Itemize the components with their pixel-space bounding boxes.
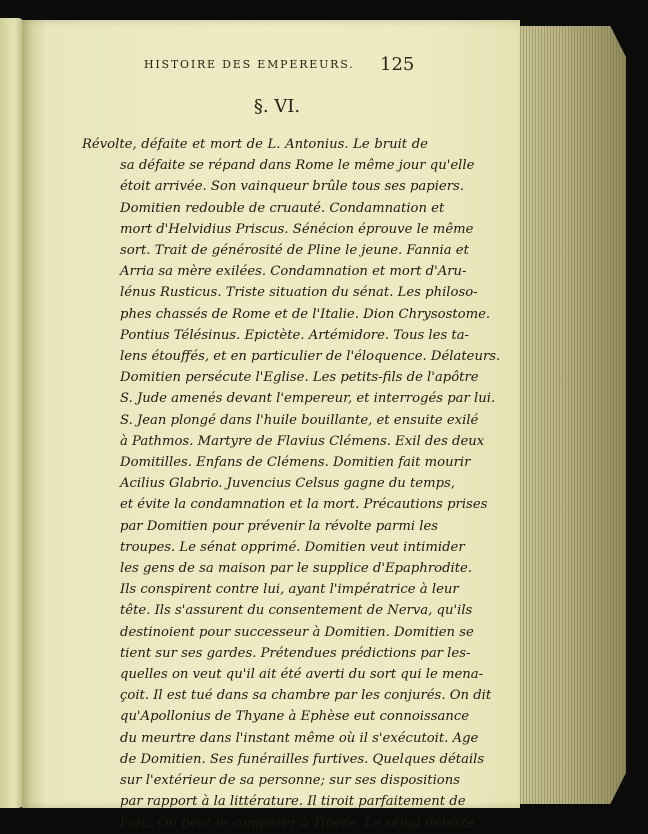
text-line: lénus Rusticus. Triste situation du sénat. Les philoso- bbox=[120, 285, 478, 301]
text-line: Acilius Glabrio. Juvencius Celsus gagne du temps, bbox=[120, 476, 455, 492]
text-line: çoit. Il est tué dans sa chambre par les conjurés. On dit bbox=[120, 688, 492, 704]
text-line: qu'Apollonius de Thyane à Ephèse eut connoissance bbox=[120, 709, 470, 725]
text-line: tête. Ils s'assurent du consentement de Nerva, qu'ils bbox=[120, 603, 473, 619]
text-line: l'arc. On peut le comparer à Tibère. Le sénat déteste bbox=[120, 815, 475, 831]
text-line: sur l'extérieur de sa personne; sur ses dispositions bbox=[120, 773, 461, 789]
text-line: mort d'Helvidius Priscus. Sénécion éprouve le même bbox=[120, 221, 474, 237]
text-line: à Pathmos. Martyre de Flavius Clémens. Exil des deux bbox=[120, 433, 485, 449]
text-line: tient sur ses gardes. Prétendues prédictions par les- bbox=[120, 645, 471, 661]
text-line: Arria sa mère exilées. Condamnation et mort d'Aru- bbox=[120, 264, 467, 280]
text-line: les gens de sa maison par le supplice d'Epaphrodite. bbox=[120, 561, 473, 577]
text-line: S. Jude amenés devant l'empereur, et interrogés par lui. bbox=[120, 391, 496, 407]
text-line: lens étouffés, et en particulier de l'éloquence. Délateurs. bbox=[120, 349, 501, 365]
page-edges bbox=[514, 26, 626, 804]
text-line: Domitien persécute l'Eglise. Les petits-fils de l'apôtre bbox=[120, 370, 479, 386]
text-line: phes chassés de Rome et de l'Italie. Dion Chrysostome. bbox=[120, 306, 491, 322]
text-line: du meurtre dans l'instant même où il s'exécutoit. Age bbox=[120, 730, 479, 746]
section-title: §. VI. bbox=[253, 96, 301, 117]
text-line: et évite la condamnation et la mort. Précautions prises bbox=[120, 497, 488, 513]
text-line: Révolte, défaite et mort de L. Antonius. Le bruit de bbox=[82, 137, 428, 152]
text-line: S. Jean plongé dans l'huile bouillante, et ensuite exilé bbox=[120, 412, 479, 428]
text-line: sa défaite se répand dans Rome le même jour qu'elle bbox=[120, 158, 475, 174]
text-line: troupes. Le sénat opprimé. Domitien veut intimider bbox=[120, 539, 465, 555]
text-line: Domitien redouble de cruauté. Condamnation et bbox=[120, 200, 445, 216]
book-page bbox=[22, 20, 520, 831]
text-line: destinoient pour successeur à Domitien. Domitien se bbox=[120, 624, 474, 640]
page-number: 125 bbox=[380, 54, 415, 75]
facing-page-edge bbox=[0, 18, 24, 808]
running-head-title: HISTOIRE DES EMPEREURS. bbox=[144, 58, 355, 71]
text-line: sort. Trait de générosité de Pline le jeune. Fannia et bbox=[120, 243, 469, 259]
text-line: quelles on veut qu'il ait été averti du sort qui le mena- bbox=[120, 667, 484, 683]
text-line: de Domitien. Ses funérailles furtives. Quelques détails bbox=[120, 751, 485, 767]
text-line: Ils conspirent contre lui, ayant l'impératrice à leur bbox=[120, 582, 459, 598]
text-line: Pontius Télésinus. Epictète. Artémidore. Tous les ta- bbox=[120, 327, 470, 343]
text-line: étoit arrivée. Son vainqueur brûle tous ses papiers. bbox=[120, 179, 465, 195]
text-line: par rapport à la littérature. Il tiroit parfaitement de bbox=[120, 794, 466, 810]
text-line: Domitilles. Enfans de Clémens. Domitien fait mourir bbox=[120, 455, 471, 471]
text-line: par Domitien pour prévenir la révolte parmi les bbox=[120, 518, 439, 534]
summary-text bbox=[82, 134, 501, 834]
